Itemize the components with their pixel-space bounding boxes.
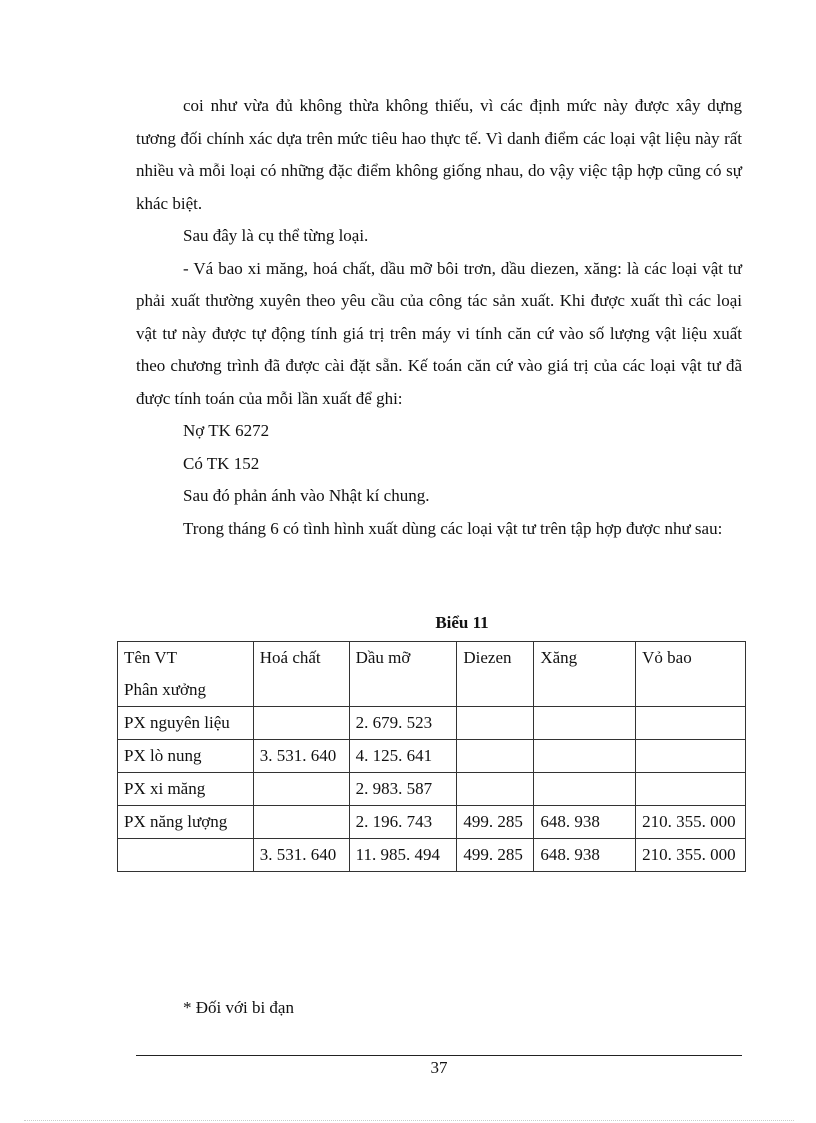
table-cell [118,839,254,872]
table-cell: 499. 285 [457,806,534,839]
table-row [118,806,746,839]
table-cell [457,740,534,773]
table-intro: Trong tháng 6 có tình hình xuất dùng các loại vật tư trên tập hợp được như sau: [183,518,723,538]
table-cell: 3. 531. 640 [253,740,349,773]
paragraph-3: - Vá bao xi măng, hoá chất, dầu mỡ bôi trơn, dầu diezen, xăng: là các loại vật tư phải xuất thường xuyên theo yêu cầu của công tác sản xuất. Khi được xuất thì các loại vật tư này được tự động tính giá trị trên máy vi tính căn cứ vào số lượng vật liệu xuất theo chương trình đã được cài đặt sẵn. Kế toán căn cứ vào giá trị của các loại vật tư đã được tính toán của mỗi lần xuất để ghi: [136,258,742,408]
entry-credit: Có TK 152 [183,453,260,473]
materials-table [117,641,746,872]
table-cell: 3. 531. 640 [253,839,349,872]
table-cell: 11. 985. 494 [349,839,457,872]
entry-note: Sau đó phản ánh vào Nhật kí chung. [183,486,430,505]
header-cell-grease: Dầu mỡ [349,642,457,707]
header-cell-petrol: Xăng [534,642,636,707]
table-cell [534,707,636,740]
table-cell [253,806,349,839]
table-cell: 648. 938 [534,806,636,839]
header-cell-diesel: Diezen [457,642,534,707]
table-cell: 2. 196. 743 [349,806,457,839]
table-cell: 499. 285 [457,839,534,872]
table-row [118,740,746,773]
page-number: 37 [430,1058,448,1077]
table-cell [534,773,636,806]
paragraph-1: coi như vừa đủ không thừa không thiếu, vì các định mức này được xây dựng tương đối chính xác dựa trên mức tiêu hao thực tế. Vì danh điểm các loại vật liệu này rất nhiều và mỗi loại có những đặc điểm không giống nhau, do vậy việc tập hợp cũng có sự khác biệt. [136,96,742,213]
table-cell [457,773,534,806]
table-cell: PX xi măng [118,773,254,806]
table-row [118,707,746,740]
table-caption: Biểu 11 [435,613,489,632]
table-total-row [118,839,746,872]
table-cell: 2. 679. 523 [349,707,457,740]
body-text [136,90,742,545]
table-cell [457,707,534,740]
header-cell-name [118,642,254,707]
table-cell [253,707,349,740]
table-cell [636,707,746,740]
header-material-label: Tên VT [124,648,178,667]
table-cell: PX lò nung [118,740,254,773]
table-cell: 648. 938 [534,839,636,872]
table-cell: 2. 983. 587 [349,773,457,806]
paragraph-2: Sau đây là cụ thể từng loại. [183,226,369,245]
page-bottom-edge [24,1120,794,1121]
table-cell: 4. 125. 641 [349,740,457,773]
table-cell: 210. 355. 000 [636,839,746,872]
header-workshop-label: Phân xưởng [124,680,206,699]
table-cell [636,773,746,806]
header-cell-chemicals: Hoá chất [253,642,349,707]
table-cell: 210. 355. 000 [636,806,746,839]
table-cell: PX nguyên liệu [118,707,254,740]
header-cell-bags: Vỏ bao [636,642,746,707]
table-cell [534,740,636,773]
section-note: * Đối với bi đạn [183,998,294,1017]
table-cell: PX năng lượng [118,806,254,839]
table-cell [636,740,746,773]
table-header-row [118,642,746,707]
entry-debit: Nợ TK 6272 [183,421,270,440]
table-cell [253,773,349,806]
table-row [118,773,746,806]
